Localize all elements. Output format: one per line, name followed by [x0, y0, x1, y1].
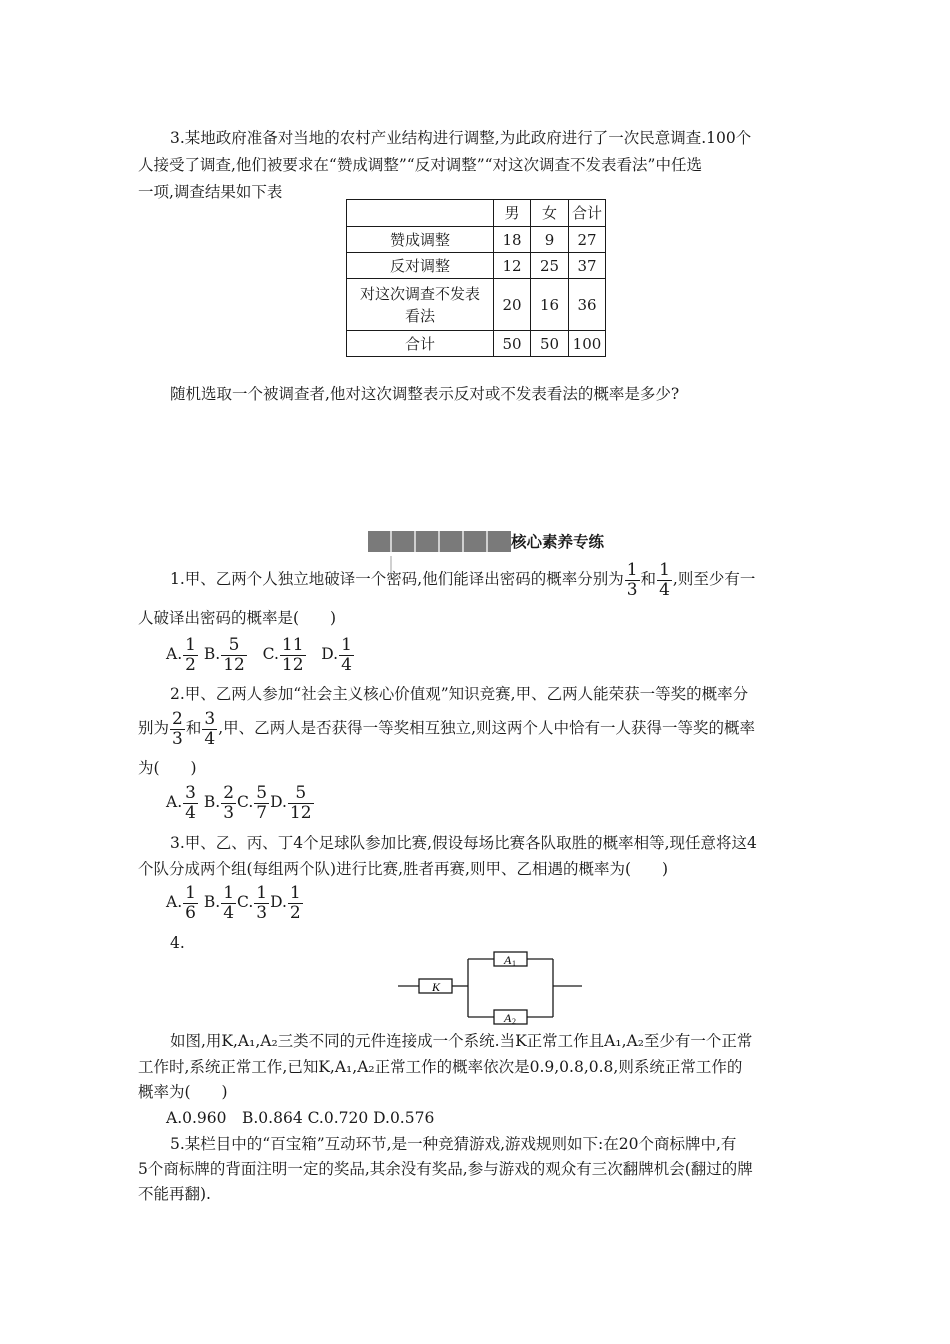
table-cell: 36 [569, 279, 606, 331]
option-c-label: C. [237, 893, 254, 911]
problem-1-line-1: 1.甲、乙两个人独立地破译一个密码,他们能译出密码的概率分别为 $\frac{1}{3}$ 和 $\frac{1}{4}$ ,则至少有一 [170, 559, 756, 600]
option-c-fraction: $\frac{1}{3}$ [256, 882, 268, 923]
problem-2-options [166, 782, 315, 822]
table-cell-line: 看法 [404, 306, 435, 325]
circuit-label-a2: A [504, 1011, 512, 1025]
table-cell: 27 [569, 227, 606, 253]
option-a-fraction: $\frac{1}{6}$ [185, 882, 196, 923]
section-title-bar [368, 531, 511, 552]
table-cell [347, 279, 494, 331]
table-cell: 20 [494, 279, 531, 331]
problem-3-line-2: 个队分成两个组(每组两个队)进行比赛,胜者再赛,则甲、乙相遇的概率为( ) [138, 860, 669, 878]
table-cell: 25 [531, 253, 569, 279]
table-cell: 反对调整 [347, 253, 494, 279]
table-cell: 18 [494, 227, 531, 253]
option-d-fraction: $\frac{1}{4}$ [341, 634, 352, 675]
option-a-label: A. [166, 893, 183, 911]
problem-5-line-2: 5个商标牌的背面注明一定的奖品,其余没有奖品,参与游戏的观众有三次翻牌机会(翻过的牌 [138, 1160, 753, 1178]
table-cell: 赞成调整 [347, 227, 494, 253]
problem-3-options [166, 882, 304, 922]
table-header-cell: 合计 [569, 200, 606, 227]
problem-1-options [166, 634, 355, 674]
table-row [347, 253, 606, 279]
circuit-label-k: K [432, 980, 441, 994]
q3-intro-line-2: 人接受了调查,他们被要求在“赞成调整”“反对调整”“对这次调查不发表看法”中任选 [138, 156, 702, 174]
survey-table [346, 199, 606, 357]
table-cell: 50 [531, 331, 569, 357]
option-d-label: D. [270, 793, 287, 811]
table-cell-line: 对这次调查不发表 [359, 284, 480, 303]
fraction: $\frac{2}{3}$ [172, 708, 183, 749]
problem-2-line-1: 2.甲、乙两人参加“社会主义核心价值观”知识竞赛,甲、乙两人能荣获一等奖的概率分 [170, 685, 749, 703]
circuit-label-a1-sub: 1 [512, 959, 516, 968]
table-cell: 9 [531, 227, 569, 253]
option-d-fraction: $\frac{1}{2}$ [289, 882, 301, 923]
table-cell: 16 [531, 279, 569, 331]
problem-4-line-1: 如图,用K,A₁,A₂三类不同的元件连接成一个系统.当K正常工作且A₁,A₂至少有一个正常 [170, 1032, 753, 1050]
problem-4-number: 4. [170, 934, 185, 952]
option-c-fraction: $\frac{5}{7}$ [256, 782, 268, 823]
fraction: $\frac{1}{3}$ [626, 559, 638, 600]
option-a-fraction: $\frac{3}{4}$ [185, 782, 196, 823]
table-cell: 100 [569, 331, 606, 357]
problem-5-line-1: 5.某栏目中的“百宝箱”互动环节,是一种竞猜游戏,游戏规则如下:在20个商标牌中,有 [170, 1135, 737, 1153]
fraction: $\frac{3}{4}$ [204, 708, 216, 749]
problem-4-line-3: 概率为( ) [138, 1083, 228, 1101]
option-a-fraction: $\frac{1}{2}$ [185, 634, 196, 675]
q3-intro-line-1: 3.某地政府准备对当地的农村产业结构进行调整,为此政府进行了一次民意调查.100个 [170, 129, 752, 147]
problem-2-line-2: 别为 $\frac{2}{3}$ 和 $\frac{3}{4}$ ,甲、乙两人是否获得一等奖相互独立,则这两个人中恰有一人获得一等奖的概率 [138, 708, 756, 749]
table-header-cell: 女 [531, 200, 569, 227]
problem-3-line-1: 3.甲、乙、丙、丁4个足球队参加比赛,假设每场比赛各队取胜的概率相等,现任意将这4 [170, 834, 757, 852]
problem-4-options: A.0.960 B.0.864 C.0.720 D.0.576 [166, 1109, 435, 1127]
option-c-label: C. [237, 793, 254, 811]
table-cell: 37 [569, 253, 606, 279]
problem-4-line-2: 工作时,系统正常工作,已知K,A₁,A₂正常工作的概率依次是0.9,0.8,0.8,则系统正常工作的 [138, 1058, 743, 1076]
table-row [347, 227, 606, 253]
option-a-label: A. [166, 645, 183, 663]
option-c-label: C. [262, 645, 279, 663]
table-cell: 12 [494, 253, 531, 279]
option-b-label: B. [203, 893, 221, 911]
table-cell: 合计 [347, 331, 494, 357]
circuit-label-a1: A [504, 953, 512, 967]
table-row [347, 279, 606, 331]
option-a-label: A. [166, 793, 183, 811]
table-header-cell: 男 [494, 200, 531, 227]
table-row [347, 331, 606, 357]
option-b-label: B. [203, 793, 221, 811]
option-d-label: D. [321, 645, 339, 663]
circuit-diagram [398, 943, 582, 1025]
option-d-label: D. [270, 893, 287, 911]
option-b-fraction: $\frac{1}{4}$ [223, 882, 235, 923]
table-header-cell [347, 200, 494, 227]
option-b-fraction: $\frac{2}{3}$ [223, 782, 235, 823]
option-b-fraction: $\frac{5}{12}$ [223, 634, 245, 675]
table-cell: 50 [494, 331, 531, 357]
problem-2-line-3: 为( ) [138, 759, 197, 777]
problem-5-line-3: 不能再翻). [138, 1185, 211, 1203]
table-header-row [347, 200, 606, 227]
option-b-label: B. [203, 645, 221, 663]
option-d-fraction: $\frac{5}{12}$ [289, 782, 312, 823]
circuit-label-a2-sub: 2 [512, 1017, 516, 1025]
fraction: $\frac{1}{4}$ [659, 559, 670, 600]
q3-question: 随机选取一个被调查者,他对这次调整表示反对或不发表看法的概率是多少? [170, 385, 680, 403]
option-c-fraction: $\frac{11}{12}$ [281, 634, 304, 675]
section-title: 核心素养专练 [511, 532, 605, 551]
problem-1-text: 1.甲、乙两个人独立地破译一个密码,他们能译出密码的概率分别为 [170, 570, 624, 588]
q3-intro-line-3: 一项,调查结果如下表 [138, 183, 283, 201]
problem-1-line-2: 人破译出密码的概率是( ) [138, 609, 337, 627]
